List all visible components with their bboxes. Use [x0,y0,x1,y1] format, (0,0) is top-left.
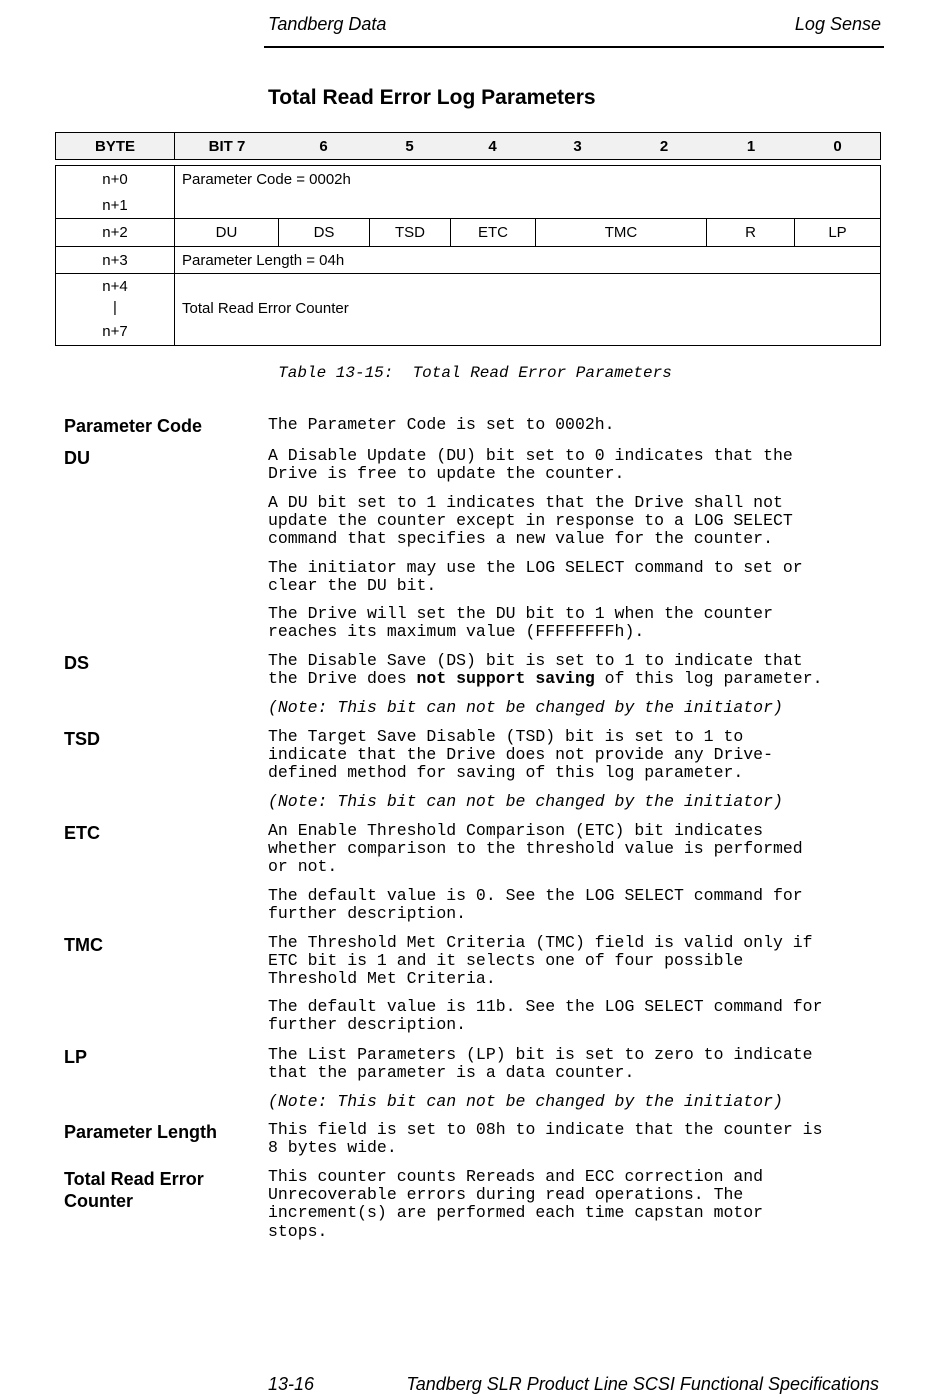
parameter-length-cell: Parameter Length = 04h [182,252,345,269]
byte-label: n+3 [56,247,175,273]
byte-label: n+7 [102,323,128,340]
table-row [56,274,880,345]
desc-du-2: A DU bit set to 1 indicates that the Drive shall not update the counter except in response to a LOG SELECT command that specifies a new value for the counter. [268,493,793,549]
term-parameter-code: Parameter Code [64,416,203,436]
byte-label: n+1 [102,197,128,214]
parameter-table [55,165,881,346]
ds-field: DS [279,219,370,246]
note-tsd [268,793,783,811]
desc-total-read-error-counter: This counter counts Rereads and ECC correction and Unrecoverable errors during read operations. The increment(s) are performed each time capstan motor stops. [268,1167,764,1241]
page-number: 13-16 [268,1374,315,1394]
parameter-code-cell: Parameter Code = 0002h [182,171,351,188]
etc-field: ETC [451,219,536,246]
term-etc: ETC [64,823,100,843]
byte-label: n+4 [102,278,128,295]
document-title-footer: Tandberg SLR Product Line SCSI Functional Specifications [406,1374,879,1394]
note-text: (Note: This bit can not be changed by the initiator) [268,1092,783,1111]
desc-ds-emphasis: not support saving [416,669,595,688]
bit1-header: 1 [746,137,756,155]
reserved-field: R [707,219,795,246]
bit-header-row [55,132,881,160]
byte-header: BYTE [56,133,175,159]
control-bits [175,219,880,246]
byte-label: n+0 [102,171,128,188]
term-tmc: TMC [64,935,103,955]
tsd-field: TSD [370,219,451,246]
desc-parameter-code: The Parameter Code is set to 0002h. [268,415,615,434]
term-lp: LP [64,1047,88,1067]
note-text: (Note: This bit can not be changed by the initiator) [268,698,783,717]
desc-ds-text: the Drive does [268,669,417,688]
bit3-header: 3 [573,137,582,155]
term-total-read-error-counter [64,1168,204,1212]
bit6-header: 6 [319,137,328,155]
note-lp [268,1093,783,1111]
byte-label: n+2 [56,219,175,246]
term-ds: DS [64,653,90,673]
du-field: DU [175,219,279,246]
bit7-header: BIT 7 [208,137,246,155]
bit4-header: 4 [488,137,497,155]
lp-field: LP [828,224,847,241]
desc-ds-text-end: of this log parameter. [594,669,823,688]
counter-cell: Total Read Error Counter [182,300,349,317]
desc-tmc-1: The Threshold Met Criteria (TMC) field is valid only if ETC bit is 1 and it selects one of four possible Threshold Met Criteria. [268,933,813,989]
note-ds [268,699,783,717]
term-parameter-length: Parameter Length [64,1122,218,1142]
section-title: Total Read Error Log Parameters [268,86,596,109]
term-du: DU [64,448,90,468]
desc-ds-1: The Disable Save (DS) bit is set to 1 to indicate that [268,651,803,670]
desc-etc-2: The default value is 0. See the LOG SELECT command for further description. [268,886,803,924]
table-caption: Table 13-15: Total Read Error Parameters [278,364,672,382]
desc-parameter-length: This field is set to 08h to indicate that the counter is 8 bytes wide. [268,1120,823,1158]
bit5-header: 5 [405,137,414,155]
term-line: Counter [64,1191,133,1211]
byte-range-bar: | [113,299,117,316]
note-text: (Note: This bit can not be changed by the initiator) [268,792,783,811]
bit0-header: 0 [833,137,842,155]
desc-tsd: The Target Save Disable (TSD) bit is set to 1 to indicate that the Drive does not provide any Drive- defined method for saving of this log parameter. [268,727,773,783]
term-tsd: TSD [64,729,100,749]
running-header-right: Log Sense [794,14,881,34]
table-row [56,219,880,247]
desc-lp: The List Parameters (LP) bit is set to zero to indicate that the parameter is a data counter. [268,1045,813,1083]
byte-cell [56,274,175,345]
desc-tmc-2: The default value is 11b. See the LOG SELECT command for further description. [268,997,823,1035]
desc-du-4: The Drive will set the DU bit to 1 when the counter reaches its maximum value (FFFFFFFFh). [268,604,773,642]
bit2-header: 2 [659,137,669,155]
table-row [56,247,880,274]
table-row [56,166,880,219]
running-header-left: Tandberg Data [268,14,387,34]
desc-ds-2 [268,670,823,688]
byte-cell [56,166,175,218]
header-rule [264,46,884,48]
term-line: Total Read Error [64,1169,204,1189]
desc-etc-1: An Enable Threshold Comparison (ETC) bit indicates whether comparison to the threshold value is performed or not. [268,821,803,877]
desc-du-1: A Disable Update (DU) bit set to 0 indicates that the Drive is free to update the counter. [268,446,793,484]
desc-du-3: The initiator may use the LOG SELECT command to set or clear the DU bit. [268,558,803,596]
tmc-field: TMC [536,219,707,246]
